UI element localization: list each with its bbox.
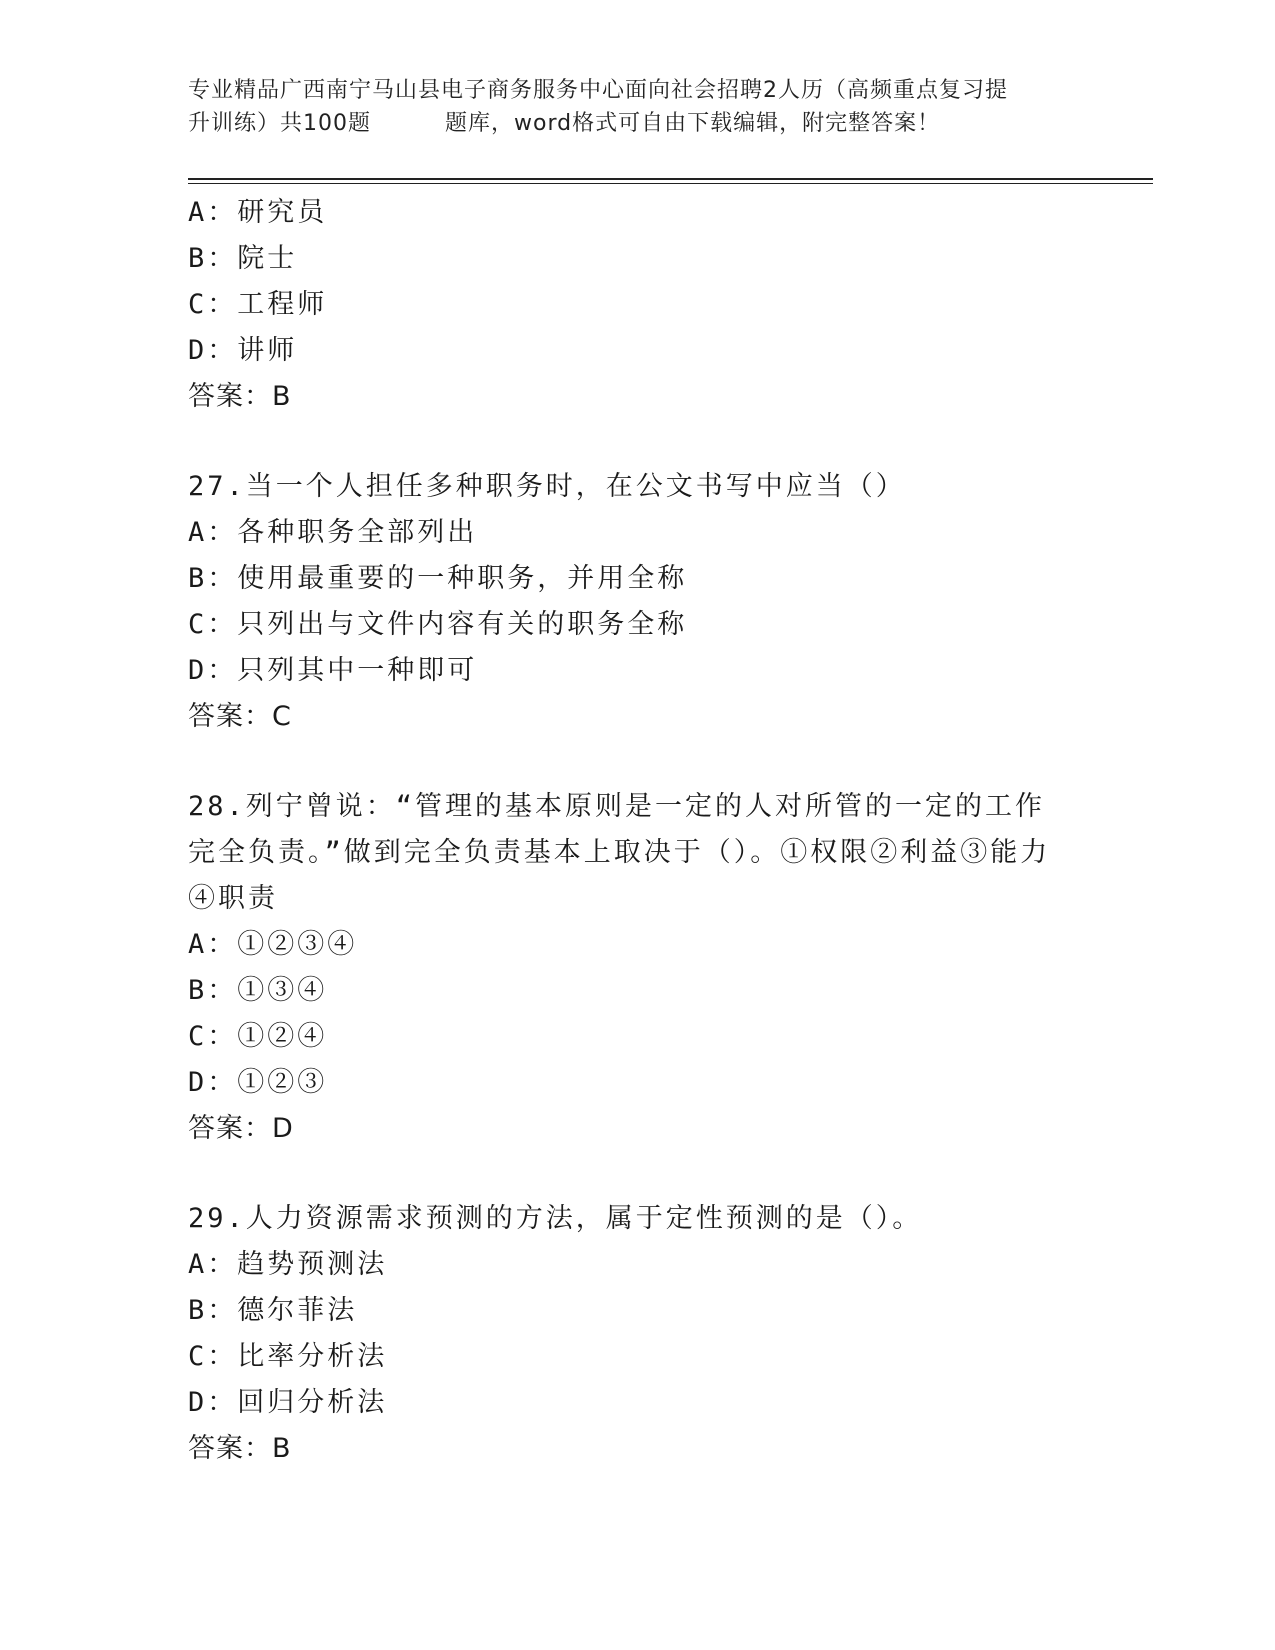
option-b: B：①③④: [188, 975, 328, 1006]
question-block-29: [188, 1196, 1088, 1472]
option-d: D：只列其中一种即可: [188, 655, 478, 686]
question-block-26: [188, 190, 1088, 420]
option-a: A：趋势预测法: [188, 1249, 388, 1280]
option-b: B：院士: [188, 243, 298, 274]
header-title-line-2: [188, 107, 1088, 140]
option-b: B：德尔菲法: [188, 1295, 358, 1326]
option-d: D：讲师: [188, 335, 298, 366]
option-d: D：回归分析法: [188, 1387, 388, 1418]
header-rule-thick: [188, 178, 1153, 180]
header-title-part-1: 升训练）共100题: [188, 111, 371, 136]
question-block-27: [188, 464, 1088, 740]
question-text: 28.列宁曾说：“管理的基本原则是一定的人对所管的一定的工作完全负责。”做到完全负责基本上取决于（）。①权限②利益③能力④职责: [188, 791, 1051, 914]
option-c: C：①②④: [188, 1021, 328, 1052]
question-text: 27.当一个人担任多种职务时，在公文书写中应当（）: [188, 471, 906, 502]
question-text: 29.人力资源需求预测的方法，属于定性预测的是（）。: [188, 1203, 923, 1234]
header-title-part-2: 题库，word格式可自由下载编辑，附完整答案！: [445, 111, 941, 136]
answer-line: 答案：B: [188, 1433, 292, 1464]
answer-line: 答案：B: [188, 381, 292, 412]
option-c: C：只列出与文件内容有关的职务全称: [188, 609, 688, 640]
option-b: B：使用最重要的一种职务，并用全称: [188, 563, 688, 594]
document-header: [188, 74, 1088, 140]
option-a: A：研究员: [188, 197, 328, 228]
option-d: D：①②③: [188, 1067, 328, 1098]
header-title-line-1: 专业精品广西南宁马山县电子商务服务中心面向社会招聘2人历（高频重点复习提: [188, 78, 1008, 103]
answer-line: 答案：D: [188, 1113, 294, 1144]
option-c: C：比率分析法: [188, 1341, 388, 1372]
header-rule-thin: [188, 183, 1153, 184]
answer-line: 答案：C: [188, 701, 292, 732]
option-a: A：各种职务全部列出: [188, 517, 478, 548]
option-a: A：①②③④: [188, 929, 358, 960]
question-list: [188, 190, 1088, 1472]
option-c: C：工程师: [188, 289, 328, 320]
question-block-28: [188, 784, 1088, 1152]
